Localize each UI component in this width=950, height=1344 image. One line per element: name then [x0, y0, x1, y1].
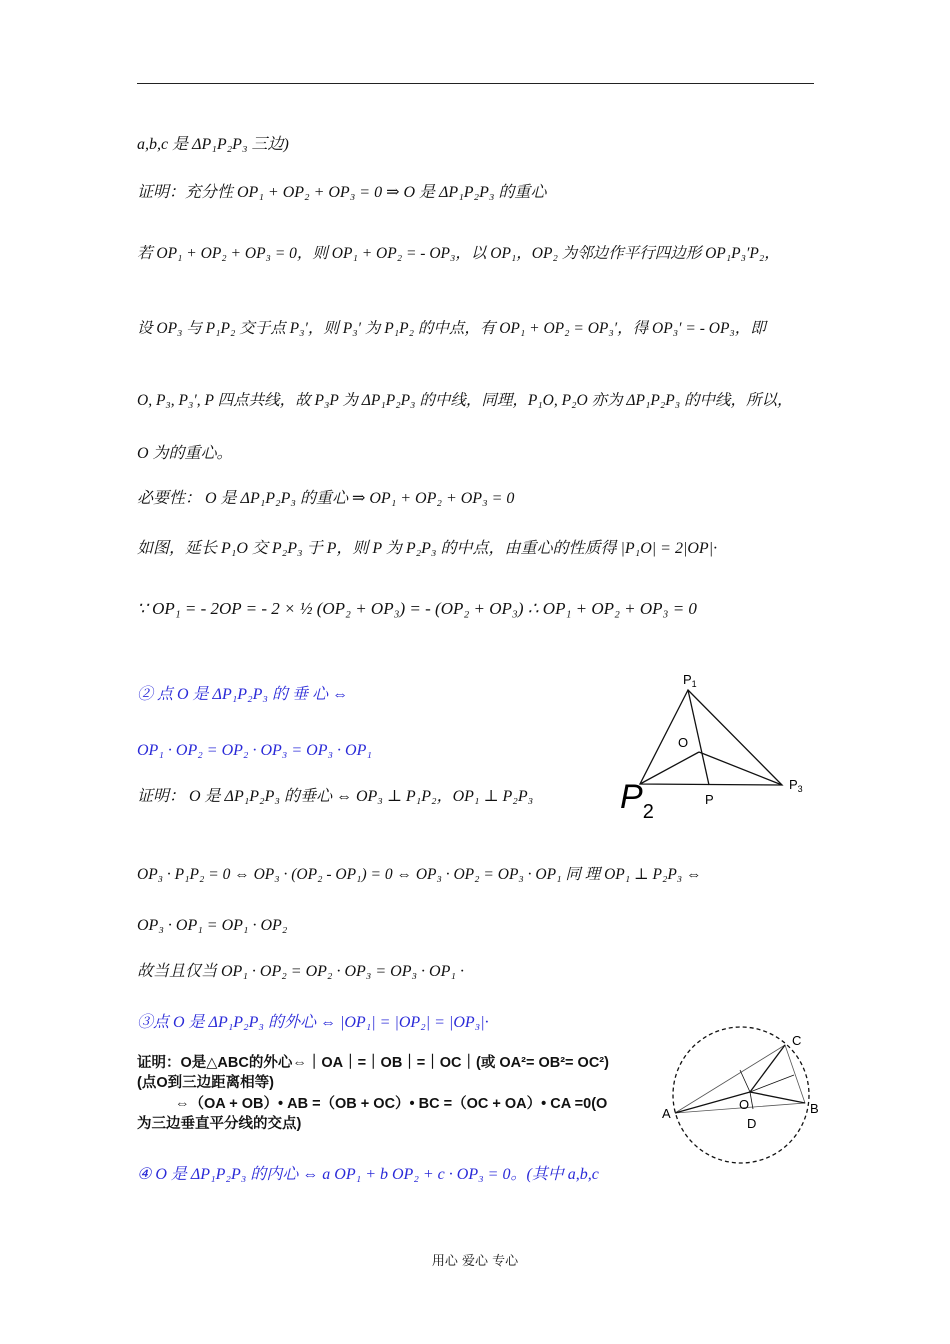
label-p1: $P_1$ — [683, 672, 697, 689]
perp-bisector-ab — [740, 1070, 750, 1092]
line-17: 证明：O是△ABC的外心⇔｜OA｜=｜OB｜=｜OC｜(或 OA²= OB²= OC²) — [137, 1055, 609, 1071]
label-p2: $P_2$ — [620, 778, 654, 823]
line-2: 证明：充分性 OP₁ + OP₂ + OP₃ = 0 ⇒ O 是 ΔP₁P₂P₃ 的重心 — [137, 184, 547, 201]
circumcircle-figure — [655, 1020, 825, 1170]
line-5: O, P₃, P₃′, P 四点共线，故 P₃P 为 ΔP₁P₂P₃ 的中线，同理，P₁O, P₂O 亦为 ΔP₁P₂P₃ 的中线，所以， — [137, 392, 793, 409]
line-15: 故当且仅当 OP₁ · OP₂ = OP₂ · OP₃ = OP₃ · OP₁ · — [137, 963, 464, 980]
line-9: ∵ OP₁ = - 2OP = - 2 × ½ (OP₂ + OP₃) = - (OP₂ + OP₃) ∴ OP₁ + OP₂ + OP₃ = 0 — [137, 599, 697, 618]
line-21: ④ O 是 ΔP₁P₂P₃ 的内心 ⇔ a OP₁ + b OP₂ + c · OP₃ = 0。(其中 a,b,c — [137, 1166, 599, 1183]
line-6: O 为的重心。 — [137, 445, 233, 462]
line-1: a,b,c 是 ΔP₁P₂P₃ 三边) — [137, 136, 289, 153]
segment-o-p3 — [699, 752, 782, 785]
label-o: O — [739, 1097, 750, 1112]
orthocenter-figure — [610, 668, 820, 828]
line-19: ⇔（OA + OB）• AB =（OB + OC）• BC =（OC + OA）• CA =0(O — [175, 1096, 608, 1112]
label-o: O — [678, 735, 689, 750]
altitude-p1-p — [688, 690, 709, 785]
triangle-p1p2p3 — [640, 690, 782, 785]
label-d: D — [747, 1116, 757, 1131]
label-p3: $P_3$ — [789, 777, 803, 794]
perp-bisector-ca — [750, 1092, 753, 1109]
line-3: 若 OP₁ + OP₂ + OP₃ = 0，则 OP₁ + OP₂ = - OP₃，以 OP₁，OP₂ 为邻边作平行四边形 OP₁P₃′P₂， — [137, 245, 780, 262]
line-7: 必要性： O 是 ΔP₁P₂P₃ 的重心 ⇒ OP₁ + OP₂ + OP₃ = 0 — [137, 490, 515, 507]
line-4: 设 OP₃ 与 P₁P₂ 交于点 P₃′，则 P₃′ 为 P₁P₂ 的中点，有 OP₁ + OP₂ = OP₃′，得 OP₃′ = - OP₃，即 — [137, 320, 766, 337]
label-p: P — [705, 792, 714, 807]
line-18: (点O到三边距离相等) — [137, 1075, 274, 1091]
top-rule — [137, 83, 814, 84]
line-20: 为三边垂直平分线的交点) — [137, 1116, 302, 1132]
line-16: ③点 O 是 ΔP₁P₂P₃ 的外心 ⇔ |OP₁| = |OP₂| = |OP₃|· — [137, 1014, 489, 1031]
label-b: B — [810, 1101, 819, 1116]
line-8: 如图，延长 P₁O 交 P₂P₃ 于 P，则 P 为 P₂P₃ 的中点，由重心的性质得 |P₁O| = 2|OP|· — [137, 540, 718, 557]
line-11: OP₁ · OP₂ = OP₂ · OP₃ = OP₃ · OP₁ — [137, 742, 372, 759]
line-14: OP₃ · OP₁ = OP₁ · OP₂ — [137, 917, 288, 934]
label-a: A — [662, 1106, 671, 1121]
segment-o-b — [750, 1092, 805, 1103]
line-13: OP₃ · P₁P₂ = 0 ⇔ OP₃ · (OP₂ - OP₁) = 0 ⇔ OP₃ · OP₂ = OP₃ · OP₁ 同 理 OP₁ ⊥ P₂P₃ ⇔ — [137, 866, 702, 883]
line-12: 证明： O 是 ΔP₁P₂P₃ 的垂心 ⇔ OP₃ ⊥ P₁P₂，OP₁ ⊥ P₂P₃ — [137, 788, 534, 805]
label-c: C — [792, 1033, 802, 1048]
line-10: ② 点 O 是 ΔP₁P₂P₃ 的 垂 心 ⇔ — [137, 686, 348, 703]
page-footer: 用心 爱心 专心 — [431, 1254, 519, 1269]
